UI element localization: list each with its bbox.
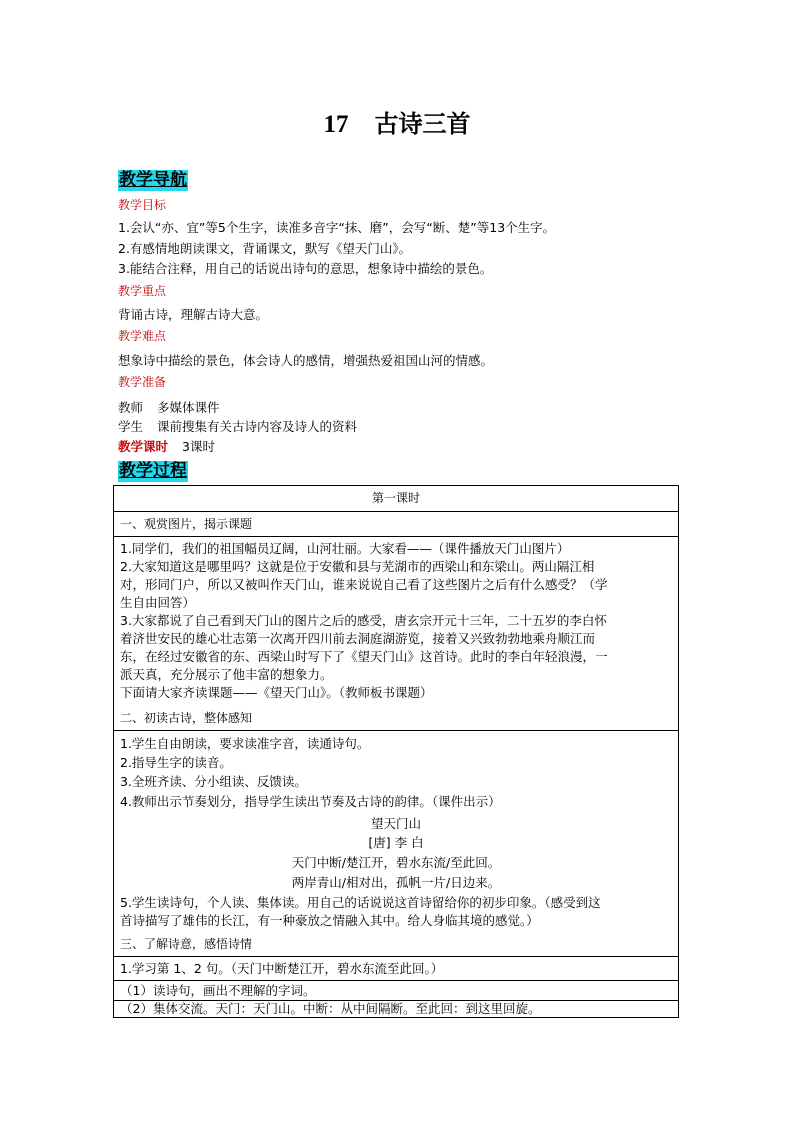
poem-line: 两岸青山/相对出，孤帆一片/日边来。 (291, 875, 501, 890)
poem-title: 望天门山 (370, 816, 421, 831)
section-1-line: 2.大家知道这是哪里吗？这就是位于安徽和县与芜湖市的西梁山和东梁山。两山隔江相 (120, 559, 595, 574)
prep-label: 教学准备 (118, 375, 167, 389)
section-1-line: 对，形同门户，所以又被叫作天门山，谁来说说自己看了这些图片之后有什么感受？（学 (120, 577, 608, 592)
section-2-line: 2.指导生字的读音。 (120, 755, 232, 770)
process-table (113, 485, 679, 1018)
lesson-number: 17 (323, 111, 349, 138)
teaching-process-heading: 教学过程 (119, 461, 187, 481)
hours-label: 教学课时 (118, 439, 169, 454)
section-1-line: 生自由回答） (120, 595, 196, 610)
divider (114, 511, 678, 512)
divider (114, 980, 678, 981)
lesson-title: 古诗三首 (374, 109, 471, 138)
prep-teacher-text: 多媒体课件 (157, 400, 220, 415)
section-2-line: 4.教师出示节奏划分，指导学生读出节奏及古诗的韵律。（课件出示） (120, 794, 501, 809)
prep-teacher-row (118, 399, 220, 416)
section-2-line: 1.学生自由朗读，要求读准字音，读通诗句。 (120, 736, 370, 751)
prep-student-row (118, 418, 357, 435)
goal-item: 3.能结合注释，用自己的话说出诗句的意思，想象诗中描绘的景色。 (118, 261, 493, 276)
key-label: 教学重点 (118, 284, 167, 298)
section-1-line: 下面请大家齐读课题——《望天门山》。（教师板书课题） (120, 685, 433, 700)
page-title (0, 104, 794, 139)
goal-item: 1.会认“亦、宜”等5个生字，读准多音字“抹、磨”，会写“断、楚”等13个生字。 (118, 220, 556, 235)
section-1-line: 派天真，充分展示了他丰富的想象力。 (120, 667, 333, 682)
prep-teacher-role: 教师 (118, 400, 144, 415)
teaching-nav-heading: 教学导航 (119, 170, 187, 190)
prep-student-role: 学生 (118, 419, 144, 434)
section-1-title: 一、观赏图片，揭示课题 (120, 517, 253, 531)
goals-label: 教学目标 (118, 198, 167, 212)
key-text: 背诵古诗，理解古诗大意。 (118, 307, 269, 322)
section-1-line: 1.同学们，我们的祖国幅员辽阔，山河壮丽。大家看——（课件播放天门山图片） (120, 541, 570, 556)
poem-line: 天门中断/楚江开，碧水东流/至此回。 (291, 855, 501, 870)
difficult-text: 想象诗中描绘的景色，体会诗人的感情，增强热爱祖国山河的情感。 (118, 353, 494, 368)
section-1-line: 东，在经过安徽省的东、西梁山时写下了《望天门山》这首诗。此时的李白年轻浪漫，一 (120, 649, 608, 664)
divider (114, 956, 678, 957)
section-3-line: （2）集体交流。天门：天门山。中断：从中间隔断。至此回：到这里回旋。 (120, 1001, 541, 1016)
divider (114, 730, 678, 731)
prep-student-text: 课前搜集有关古诗内容及诗人的资料 (157, 419, 358, 434)
section-2-line: 首诗描写了雄伟的长江，有一种豪放之情融入其中。给人身临其境的感觉。） (120, 913, 539, 928)
difficult-label: 教学难点 (118, 329, 167, 343)
section-1-line: 着济世安民的雄心壮志第一次离开四川前去洞庭湖游览，接着又兴致勃勃地乘舟顺江而 (120, 631, 596, 646)
section-1-line: 3.大家都说了自己看到天门山的图片之后的感受，唐玄宗开元十三年，二十五岁的李白怀 (120, 613, 607, 628)
hours-row (118, 438, 215, 455)
section-3-title: 三、了解诗意，感悟诗情 (120, 937, 253, 951)
section-2-line: 3.全班齐读、分小组读、反馈读。 (120, 774, 307, 789)
lesson-period-title: 第一课时 (371, 491, 420, 505)
section-3-line: （1）读诗句，画出不理解的字词。 (120, 983, 316, 998)
goal-item: 2.有感情地朗读课文，背诵课文，默写《望天门山》。 (118, 241, 412, 256)
divider (114, 536, 678, 537)
hours-value: 3课时 (182, 439, 215, 454)
poem-author: [唐] 李 白 (368, 835, 424, 850)
section-3-line: 1.学习第 1、2 句。（天门中断楚江开，碧水东流至此回。） (120, 961, 444, 976)
section-2-line: 5.学生读诗句，个人读、集体读。用自己的话说说这首诗留给你的初步印象。（感受到这 (120, 895, 601, 910)
section-2-title: 二、初读古诗，整体感知 (120, 711, 253, 725)
